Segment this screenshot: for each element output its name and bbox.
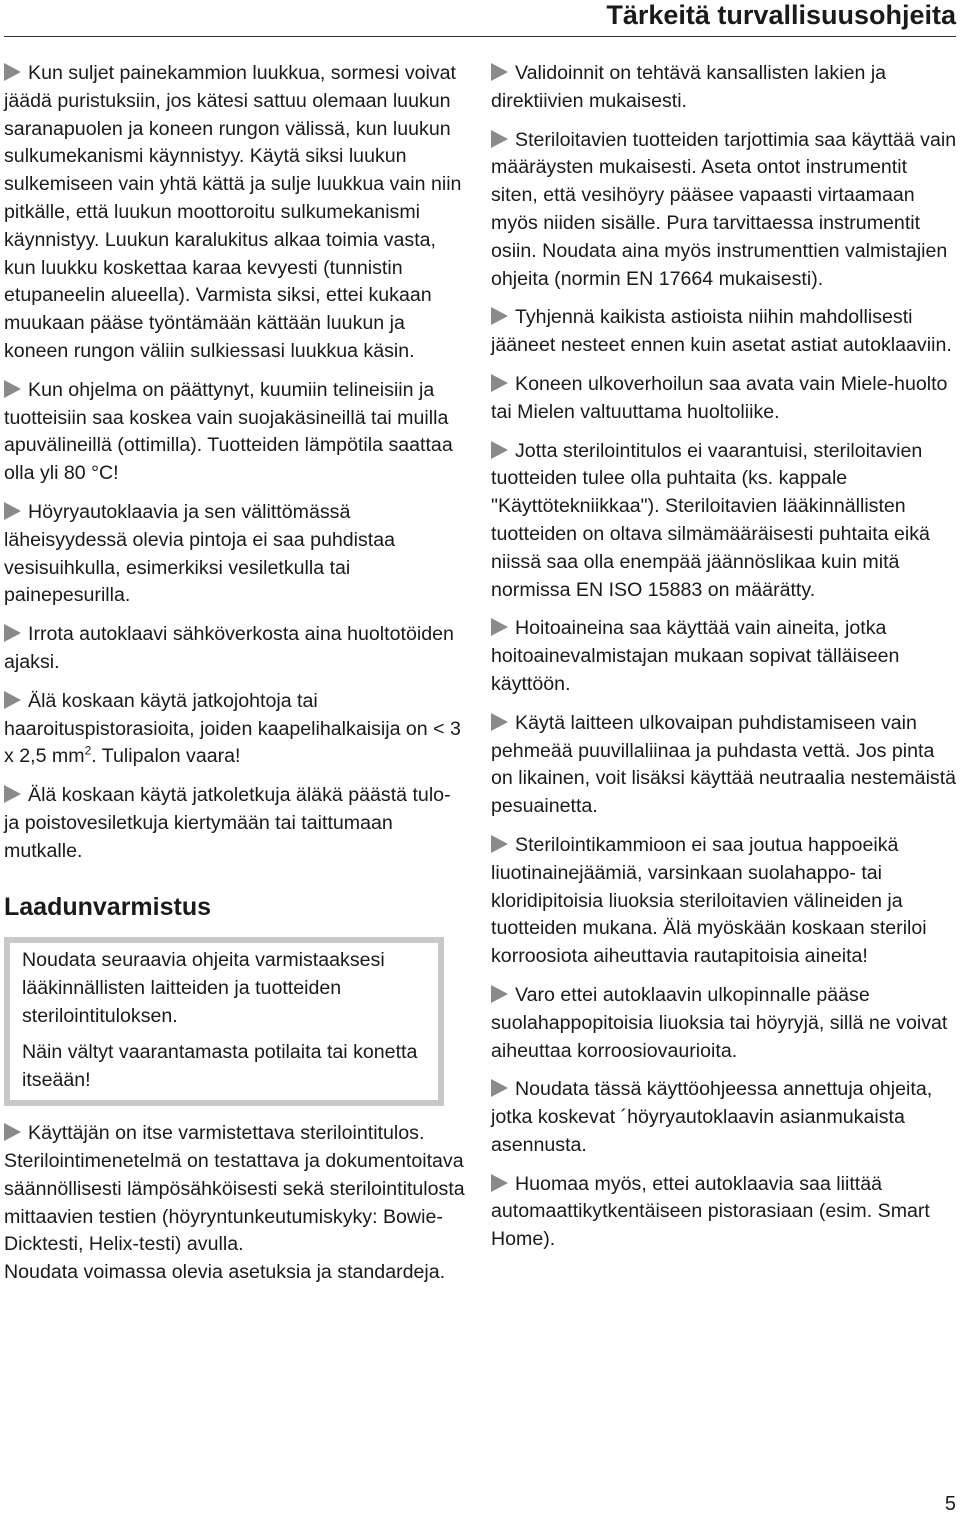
safety-item-text: Tyhjennä kaikista astioista niihin mahdollisesti jääneet nesteet ennen kuin asetat astiat autoklaaviin. — [491, 306, 952, 357]
safety-item-text: Älä koskaan käytä jatkoletkuja äläkä päästä tulo- ja poistovesiletkuja kiertymään tai taittumaan mutkalle. — [4, 784, 451, 862]
safety-item-text: Noudata tässä käyttöohjeessa annettuja ohjeita, jotka koskevat ´höyryautoklaavin asianmukaista asennusta. — [491, 1078, 933, 1156]
safety-item — [491, 982, 957, 1065]
section-heading-quality: Laadunvarmistus — [4, 892, 212, 921]
bullet-arrow-icon — [491, 307, 508, 325]
bullet-arrow-icon — [4, 502, 21, 520]
safety-item — [491, 832, 957, 971]
bullet-arrow-icon — [491, 1079, 508, 1097]
safety-item — [4, 499, 468, 610]
bullet-arrow-icon — [4, 63, 21, 81]
bullet-arrow-icon — [4, 1123, 21, 1141]
safety-item-text: Käytä laitteen ulkovaipan puhdistamiseen vain pehmeää puuvillaliinaa ja puhdasta vettä. Jos pinta on likainen, voit lisäksi käyttää neutraalia nestemäistä pesuainetta. — [491, 711, 957, 818]
bullet-arrow-icon — [491, 1174, 508, 1192]
safety-item-text: Validoinnit on tehtävä kansallisten lakien ja direktiivien mukaisesti. — [491, 62, 887, 112]
bullet-arrow-icon — [491, 985, 508, 1003]
bullet-arrow-icon — [491, 63, 508, 81]
safety-item — [491, 438, 957, 605]
bullet-arrow-icon — [491, 618, 508, 636]
bullet-arrow-icon — [491, 441, 508, 459]
safety-item — [4, 60, 468, 366]
bullet-arrow-icon — [491, 835, 508, 853]
bullet-arrow-icon — [4, 691, 21, 709]
bullet-arrow-icon — [4, 785, 21, 803]
safety-item — [491, 1171, 957, 1254]
safety-item-text: Höyryautoklaavia ja sen välittömässä läheisyydessä olevia pintoja ei saa puhdistaa vesisuihkulla, esimerkiksi vesiletkulla tai painepesurilla. — [4, 500, 396, 607]
safety-item — [491, 615, 957, 698]
quality-note-box — [4, 937, 444, 1106]
safety-item — [491, 1076, 957, 1159]
safety-item — [4, 377, 468, 488]
safety-item-text: Sterilointikammioon ei saa joutua happoeikä liuotinainejäämiä, varsinkaan suolahappo- tai kloridipitoisia liuoksia steriloitavien välineiden ja tuotteiden mukana. Älä myöskään koskaan steriloi korroosiota aiheuttavia rautapitoisia aineita! — [491, 833, 927, 968]
superscript-two: 2 — [84, 743, 92, 758]
safety-item-text: Varo ettei autoklaavin ulkopinnalle pääse suolahappopitoisia liuoksia tai höyryjä, sillä ne voivat aiheuttaa korroosiovaurioita. — [491, 983, 948, 1062]
safety-item — [491, 304, 957, 360]
safety-item-text: Koneen ulkoverhoilun saa avata vain Miele-huolto tai Mielen valtuuttama huoltoliike. — [491, 372, 948, 423]
safety-item-cable — [4, 688, 468, 771]
note-text: Näin vältyt vaarantamasta potilaita tai konetta itseään! — [22, 1040, 418, 1091]
safety-item — [491, 60, 957, 116]
bullet-arrow-icon — [4, 624, 21, 642]
safety-item-text: Käyttäjän on itse varmistettava sterilointitulos. Sterilointimenetelmä on testattava ja dokumentoitava säännöllisesti lämpösähköisesti sekä sterilointitulosta mittaavien testien (höyryntunkeutumiskyky: Bowie-Dicktesti, Helix-testi) avulla. — [4, 1122, 465, 1256]
safety-item — [4, 621, 468, 677]
cable-text-after: . Tulipalon vaara! — [91, 745, 241, 768]
page-number: 5 — [944, 1493, 956, 1515]
header-divider — [4, 36, 956, 37]
safety-item-text: Hoitoaineina saa käyttää vain aineita, jotka hoitoainevalmistajan mukaan sopivat tälläiseen käyttöön. — [491, 617, 900, 695]
safety-item-text: Kun ohjelma on päättynyt, kuumiin telineisiin ja tuotteisiin saa koskea vain suojakäsineillä tai muilla apuvälineillä (ottimilla). Tuotteiden lämpötila saattaa olla yli 80 °C! — [4, 378, 453, 485]
note-text: Noudata seuraavia ohjeita varmistaaksesi lääkinnällisten laitteiden ja tuotteiden sterilointituloksen. — [22, 949, 385, 1027]
right-column — [491, 60, 957, 1265]
safety-item — [491, 127, 957, 294]
final-text: Noudata voimassa olevia asetuksia ja standardeja. — [4, 1261, 446, 1284]
safety-item — [491, 371, 957, 427]
page-header-title: Tärkeitä turvallisuusohjeita — [606, 0, 956, 30]
left-column — [4, 60, 468, 1287]
bullet-arrow-icon — [491, 130, 508, 148]
safety-item-text: Huomaa myös, ettei autoklaavia saa liittää automaattikytkentäiseen pistorasiaan (esim. Smart Home). — [491, 1172, 930, 1251]
bullet-arrow-icon — [491, 713, 508, 731]
cable-text-before: Älä koskaan käytä jatkojohtoja tai haaroituspistorasioita, joiden kaapelihalkaisija on < 3 x 2,5 mm — [4, 689, 461, 768]
safety-item-text: Jotta sterilointitulos ei vaarantuisi, steriloitavien tuotteiden tulee olla puhtaita (ks. kappale "Käyttötekniikkaa"). Steriloitavien lääkinnällisten tuotteiden on oltava silmämääräisesti puhtaita eikä niissä saa olla enempää jäännöslikaa kuin mitä normissa EN ISO 15883 on määrätty. — [491, 439, 930, 601]
bullet-arrow-icon — [4, 380, 21, 398]
safety-item-text: Steriloitavien tuotteiden tarjottimia saa käyttää vain määräysten mukaisesti. Aseta ontot instrumentit siten, että vesihöyry pääsee vapaasti virtaamaan myös niiden sisälle. Pura tarvittaessa instrumentit osiin. Noudata aina myös instrumenttien valmistajien ohjeita (normin EN 17664 mukaisesti). — [491, 128, 957, 290]
safety-item-text: Kun suljet painekammion luukkua, sormesi voivat jäädä puristuksiin, jos kätesi sattuu olemaan luukun saranapuolen ja koneen rungon välissä, kun luukun sulkumekanismi käynnistyy. Käytä siksi luukun sulkemiseen vain yhtä kättä ja sulje luukkua vain niin pitkälle, että luukun moottoroitu sulkumekanismi käynnistyy. Luukun karalukitus alkaa toimia vasta, kun luukku koskettaa karaa kevyesti (tunnistin etupaneelin alueella). Varmista siksi, ettei kukaan muukaan pääse työntämään kättään luukun ja koneen rungon väliin sulkiessasi luukkua käsin. — [4, 62, 462, 362]
safety-item — [491, 710, 957, 821]
safety-item — [4, 1120, 468, 1259]
safety-item-text: Irrota autoklaavi sähköverkosta aina huoltotöiden ajaksi. — [4, 623, 454, 673]
bullet-arrow-icon — [491, 374, 508, 392]
safety-item — [4, 782, 468, 865]
